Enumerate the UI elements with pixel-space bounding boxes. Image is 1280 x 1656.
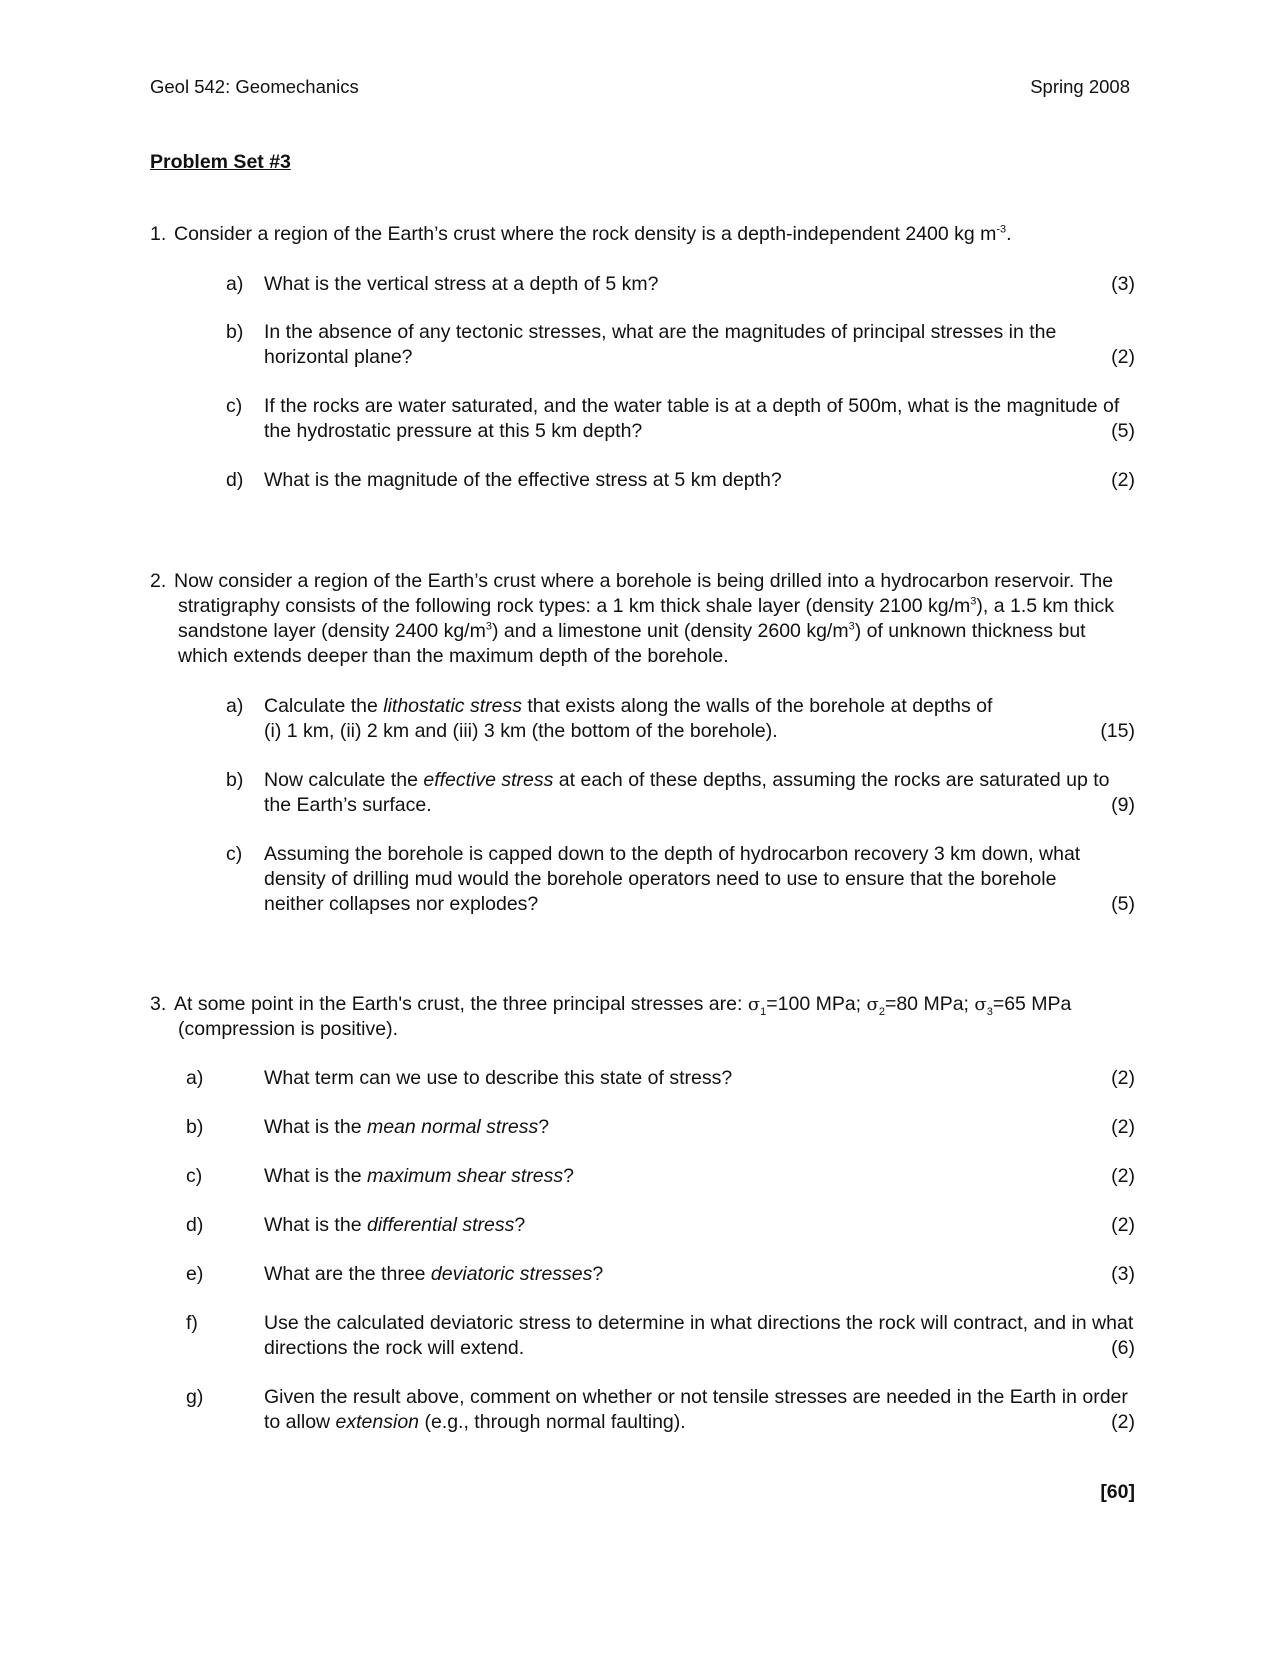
part-text bbox=[264, 394, 1135, 444]
question-text: At some point in the Earth's crust, the three principal stresses are: bbox=[174, 993, 748, 1015]
question-number: 3. bbox=[150, 993, 167, 1015]
part-text bbox=[264, 320, 1135, 370]
part-text: What is the magnitude of the effective stress at 5 km depth? bbox=[264, 469, 782, 491]
part-text-line: horizontal plane? bbox=[264, 346, 413, 368]
part-marks: (2) bbox=[1111, 1214, 1135, 1236]
stress-value: =80 MPa; bbox=[884, 993, 975, 1015]
question-text: (compression is positive). bbox=[178, 1018, 398, 1040]
emphasis-term: deviatoric stresses bbox=[430, 1263, 593, 1285]
part-text: What is the vertical stress at a depth of 5 km? bbox=[264, 273, 659, 295]
part-letter: a) bbox=[226, 273, 244, 295]
punctuation: . bbox=[1006, 223, 1012, 245]
question-number: 1. bbox=[150, 223, 167, 245]
stress-value: =65 MPa bbox=[992, 993, 1072, 1015]
emphasis-term: lithostatic stress bbox=[383, 695, 522, 717]
sigma-symbol: σ bbox=[747, 994, 761, 1015]
part-text-line: If the rocks are water saturated, and the water table is at a depth of 500m, what is the magnitude of bbox=[264, 395, 1120, 417]
question-3f bbox=[150, 1311, 1135, 1361]
exponent: -3 bbox=[996, 223, 1007, 236]
part-text-segment: Calculate the bbox=[264, 695, 384, 717]
part-letter: e) bbox=[186, 1263, 204, 1285]
part-letter: c) bbox=[226, 843, 243, 865]
question-text: Consider a region of the Earth’s crust where the rock density is a depth-independent 2400 kg m bbox=[174, 223, 997, 245]
part-text-segment: that exists along the walls of the borehole at depths of bbox=[521, 695, 993, 717]
question-1a bbox=[210, 272, 1135, 297]
part-letter: b) bbox=[226, 769, 244, 791]
part-text-line: density of drilling mud would the borehole operators need to use to ensure that the borehole bbox=[264, 868, 1057, 890]
part-text-line: In the absence of any tectonic stresses, what are the magnitudes of principal stresses in the bbox=[264, 321, 1057, 343]
question-3a bbox=[150, 1066, 1135, 1091]
question-1c bbox=[210, 394, 1135, 444]
question-text: stratigraphy consists of the following rock types: a 1 km thick shale layer (density 2100 kg/m bbox=[178, 595, 971, 617]
subscript: 1 bbox=[760, 1005, 767, 1018]
part-marks: (3) bbox=[1111, 1263, 1135, 1285]
part-text-segment: to allow bbox=[264, 1411, 336, 1433]
part-text bbox=[264, 842, 1135, 917]
part-marks: (6) bbox=[1111, 1337, 1135, 1359]
page-title: Problem Set #3 bbox=[150, 151, 291, 173]
part-marks: (5) bbox=[1111, 893, 1135, 915]
question-text: sandstone layer (density 2400 kg/m bbox=[178, 620, 486, 642]
question-text: ) and a limestone unit (density 2600 kg/m bbox=[491, 620, 849, 642]
question-2b bbox=[210, 768, 1135, 818]
question-3d bbox=[150, 1213, 1135, 1238]
part-text-line: the hydrostatic pressure at this 5 km depth? bbox=[264, 420, 643, 442]
part-text-line: Use the calculated deviatoric stress to determine in what directions the rock will contract, and in what bbox=[264, 1312, 1134, 1334]
part-text-line: Given the result above, comment on whether or not tensile stresses are needed in the Earth in order bbox=[264, 1386, 1128, 1408]
part-letter: d) bbox=[186, 1214, 204, 1236]
question-3b bbox=[150, 1115, 1135, 1140]
question-3e bbox=[150, 1262, 1135, 1287]
question-2-stem bbox=[150, 569, 1130, 669]
part-letter: c) bbox=[226, 395, 243, 417]
sigma-symbol: σ bbox=[974, 994, 987, 1015]
part-text-line: Assuming the borehole is capped down to the depth of hydrocarbon recovery 3 km down, what bbox=[264, 843, 1081, 865]
emphasis-term: mean normal stress bbox=[366, 1116, 539, 1138]
sigma-symbol: σ bbox=[866, 994, 879, 1015]
part-marks: (3) bbox=[1111, 273, 1135, 295]
part-text-line: (i) 1 km, (ii) 2 km and (iii) 3 km (the bottom of the borehole). bbox=[264, 720, 778, 742]
part-text-line: directions the rock will extend. bbox=[264, 1337, 525, 1359]
part-text-segment: What are the three bbox=[264, 1263, 431, 1285]
part-marks: (9) bbox=[1111, 794, 1135, 816]
part-letter: c) bbox=[186, 1165, 203, 1187]
emphasis-term: differential stress bbox=[366, 1214, 515, 1236]
exponent: 3 bbox=[485, 620, 492, 633]
part-text-segment: (e.g., through normal faulting). bbox=[419, 1411, 686, 1433]
part-letter: a) bbox=[226, 695, 244, 717]
question-1d bbox=[210, 468, 1135, 493]
part-text-segment: ? bbox=[563, 1165, 574, 1187]
question-3c bbox=[150, 1164, 1135, 1189]
question-text: ) of unknown thickness but bbox=[854, 620, 1086, 642]
part-letter: b) bbox=[226, 321, 244, 343]
subscript: 3 bbox=[986, 1005, 993, 1018]
part-text-segment: What is the bbox=[264, 1165, 367, 1187]
part-text: What term can we use to describe this state of stress? bbox=[264, 1067, 733, 1089]
total-marks: [60] bbox=[1100, 1481, 1135, 1503]
part-letter: b) bbox=[186, 1116, 204, 1138]
part-marks: (5) bbox=[1111, 420, 1135, 442]
part-text bbox=[264, 1213, 1135, 1238]
part-text-line: neither collapses nor explodes? bbox=[264, 893, 539, 915]
question-text: which extends deeper than the maximum depth of the borehole. bbox=[178, 645, 729, 667]
exponent: 3 bbox=[970, 595, 977, 608]
exponent: 3 bbox=[848, 620, 855, 633]
question-text: Now consider a region of the Earth’s crust where a borehole is being drilled into a hydrocarbon reservoir. The bbox=[174, 570, 1114, 592]
part-marks: (2) bbox=[1111, 469, 1135, 491]
course-name: Geol 542: Geomechanics bbox=[150, 76, 359, 97]
part-text bbox=[264, 1262, 1135, 1287]
part-text bbox=[264, 1385, 1135, 1435]
part-marks: (2) bbox=[1111, 346, 1135, 368]
emphasis-term: maximum shear stress bbox=[366, 1165, 564, 1187]
part-text-line: the Earth’s surface. bbox=[264, 794, 432, 816]
part-text bbox=[264, 1115, 1135, 1140]
term: Spring 2008 bbox=[1030, 76, 1130, 97]
part-marks: (2) bbox=[1111, 1165, 1135, 1187]
part-text-segment: ? bbox=[592, 1263, 604, 1285]
stress-value: =100 MPa; bbox=[766, 993, 867, 1015]
part-text bbox=[264, 694, 1135, 744]
question-2c bbox=[210, 842, 1135, 917]
part-marks: (15) bbox=[1100, 720, 1135, 742]
part-letter: d) bbox=[226, 469, 244, 491]
part-marks: (2) bbox=[1111, 1411, 1135, 1433]
part-text-segment: What is the bbox=[264, 1214, 367, 1236]
subscript: 2 bbox=[878, 1005, 885, 1018]
part-text bbox=[264, 768, 1135, 818]
part-text-segment: ? bbox=[514, 1214, 526, 1236]
part-text-segment: ? bbox=[538, 1116, 550, 1138]
part-text-segment: What is the bbox=[264, 1116, 367, 1138]
part-letter: a) bbox=[186, 1067, 204, 1089]
part-text-segment: at each of these depths, assuming the rocks are saturated up to bbox=[553, 769, 1110, 791]
part-letter: f) bbox=[186, 1312, 198, 1334]
question-3g bbox=[150, 1385, 1135, 1435]
part-text bbox=[264, 1164, 1135, 1189]
question-1-stem bbox=[150, 222, 1130, 247]
question-text: ), a 1.5 km thick bbox=[976, 595, 1115, 617]
emphasis-term: effective stress bbox=[423, 769, 554, 791]
part-marks: (2) bbox=[1111, 1067, 1135, 1089]
question-2a bbox=[210, 694, 1135, 744]
part-text bbox=[264, 1311, 1135, 1361]
emphasis-term: extension bbox=[335, 1411, 420, 1433]
part-text-segment: Now calculate the bbox=[264, 769, 424, 791]
question-number: 2. bbox=[150, 570, 167, 592]
part-marks: (2) bbox=[1111, 1116, 1135, 1138]
part-letter: g) bbox=[186, 1386, 204, 1408]
question-1b bbox=[210, 320, 1135, 370]
question-3-stem bbox=[150, 992, 1130, 1042]
